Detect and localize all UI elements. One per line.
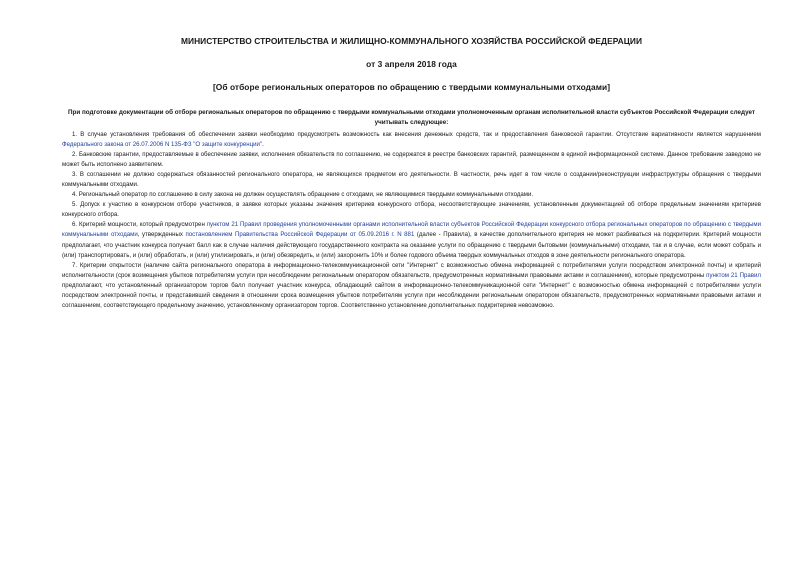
rules-21-link[interactable]: пунктом 21 Правил — [706, 271, 761, 279]
paragraph-7-text: 7. Критерии открытости (наличие сайта регионального оператора в информационно-телекоммуникационной сети "Интернет" с возможностью обмена информацией с потребителями услуги посредством электронной почты) и критерий исполнительности (срок возмещения убытков потребителям услуги при несоблюдении региональным оператором обязательств, предусмотренных нормативными правовыми актами и соглашением), которые предусмотрены — [62, 261, 761, 279]
paragraph-6-text-3: (далее - Правила), в качестве дополнительного критерия не может разбиваться на подкритерии. Критерий мощности предполагает, что участник конкурса получает балл как в случае наличия действующего государственного контракта на оказание услуги по обращению с твердыми бытовыми (коммунальными) отходами, так и в случае, если может собрать и (или) транспортировать, и (или) обработать, и (или) утилизировать, и (или) обезвредить, и (или) захоронить 10% и более годового объема твердых коммунальных отходов в зоне деятельности регионального оператора. — [62, 231, 761, 259]
paragraph-1-end: . — [262, 141, 264, 149]
document-subject: [Об отборе региональных операторов по обращению с твердыми коммунальными отходами] — [212, 82, 611, 92]
document-date: от 3 апреля 2018 года — [366, 59, 457, 69]
paragraph-6-text-2: , утвержденных — [137, 231, 186, 239]
paragraph-1-text: 1. В случае установления требования об обеспечении заявки необходимо предусмотреть возможность как внесения денежных средств, так и предоставления банковской гарантии. Отсутствие вариативности является нарушением — [72, 131, 761, 138]
intro-text: При подготовке документации об отборе региональных операторов по обращению с твердыми коммунальными отходами уполномоченным органам исполнительной власти субъектов Российской Федерации следует учитывать следующее: — [68, 109, 755, 126]
paragraph-6-text: 6. Критерий мощности, который предусмотрен — [72, 221, 207, 229]
paragraph-6 — [62, 220, 761, 260]
paragraph-2: 2. Банковские гарантии, предоставляемые в обеспечение заявки, исполнения обязательств по соглашению, не содержатся в реестре банковских гарантий, размещенном в единой информационной системе. Данное требование заведомо не может быть исполнено заявителем. — [62, 151, 761, 169]
rules-point-21-link[interactable]: пунктом 21 Правил проведения уполномоченными органами исполнительной власти субъектов Российской Федерации конкурсного отбора региональных операторов по обращению с твердыми коммунальными отходами — [62, 221, 761, 239]
paragraph-5: 5. Допуск к участию в конкурсном отборе участников, в заявке которых указаны значения критериев конкурсного отбора, несоответствующие значениям, установленным документацией об отборе предельным значениям критериев конкурсного отбора. — [62, 201, 761, 219]
document-body — [62, 130, 761, 311]
resolution-881-link[interactable]: постановлением Правительства Российской Федерации от 05.09.2016 г. N 881 — [185, 231, 415, 239]
ministry-title: МИНИСТЕРСТВО СТРОИТЕЛЬСТВА И ЖИЛИЩНО-КОММУНАЛЬНОГО ХОЗЯЙСТВА РОССИЙСКОЙ ФЕДЕРАЦИИ — [180, 36, 643, 46]
paragraph-3: 3. В соглашении не должно содержаться обязанностей регионального оператора, не являющихся предметом его деятельности. В частности, речь идет в том числе о создании/реконструкции инфраструктуры обращения с твердыми коммунальными отходами. — [62, 171, 761, 189]
paragraph-7 — [62, 261, 761, 311]
paragraph-1 — [62, 130, 761, 150]
paragraph-4: 4. Региональный оператор по соглашению в силу закона не должен осуществлять обращение с отходами, не являющимися твердыми коммунальными отходами. — [72, 191, 534, 199]
law-135-fz-link[interactable]: Федерального закона от 26.07.2006 N 135-ФЗ "О защите конкуренции" — [62, 141, 263, 149]
paragraph-7-text-2: предполагают, что установленный организатором торгов балл получает участник конкурса, обладающий сайтом в информационно-телекоммуникационной сети "Интернет" с возможностью обмена информацией с потребителями услуги посредством электронной почты, и представивший сведения в отношении срока возмещения убытков потребителям услуги при несоблюдении региональным оператором обязательств, предусмотренных нормативными правовыми актами и соглашением, соответствующего предельному значению, установленному организатором торгов. Соответственно установление дополнительных подкритериев невозможно. — [62, 281, 761, 309]
